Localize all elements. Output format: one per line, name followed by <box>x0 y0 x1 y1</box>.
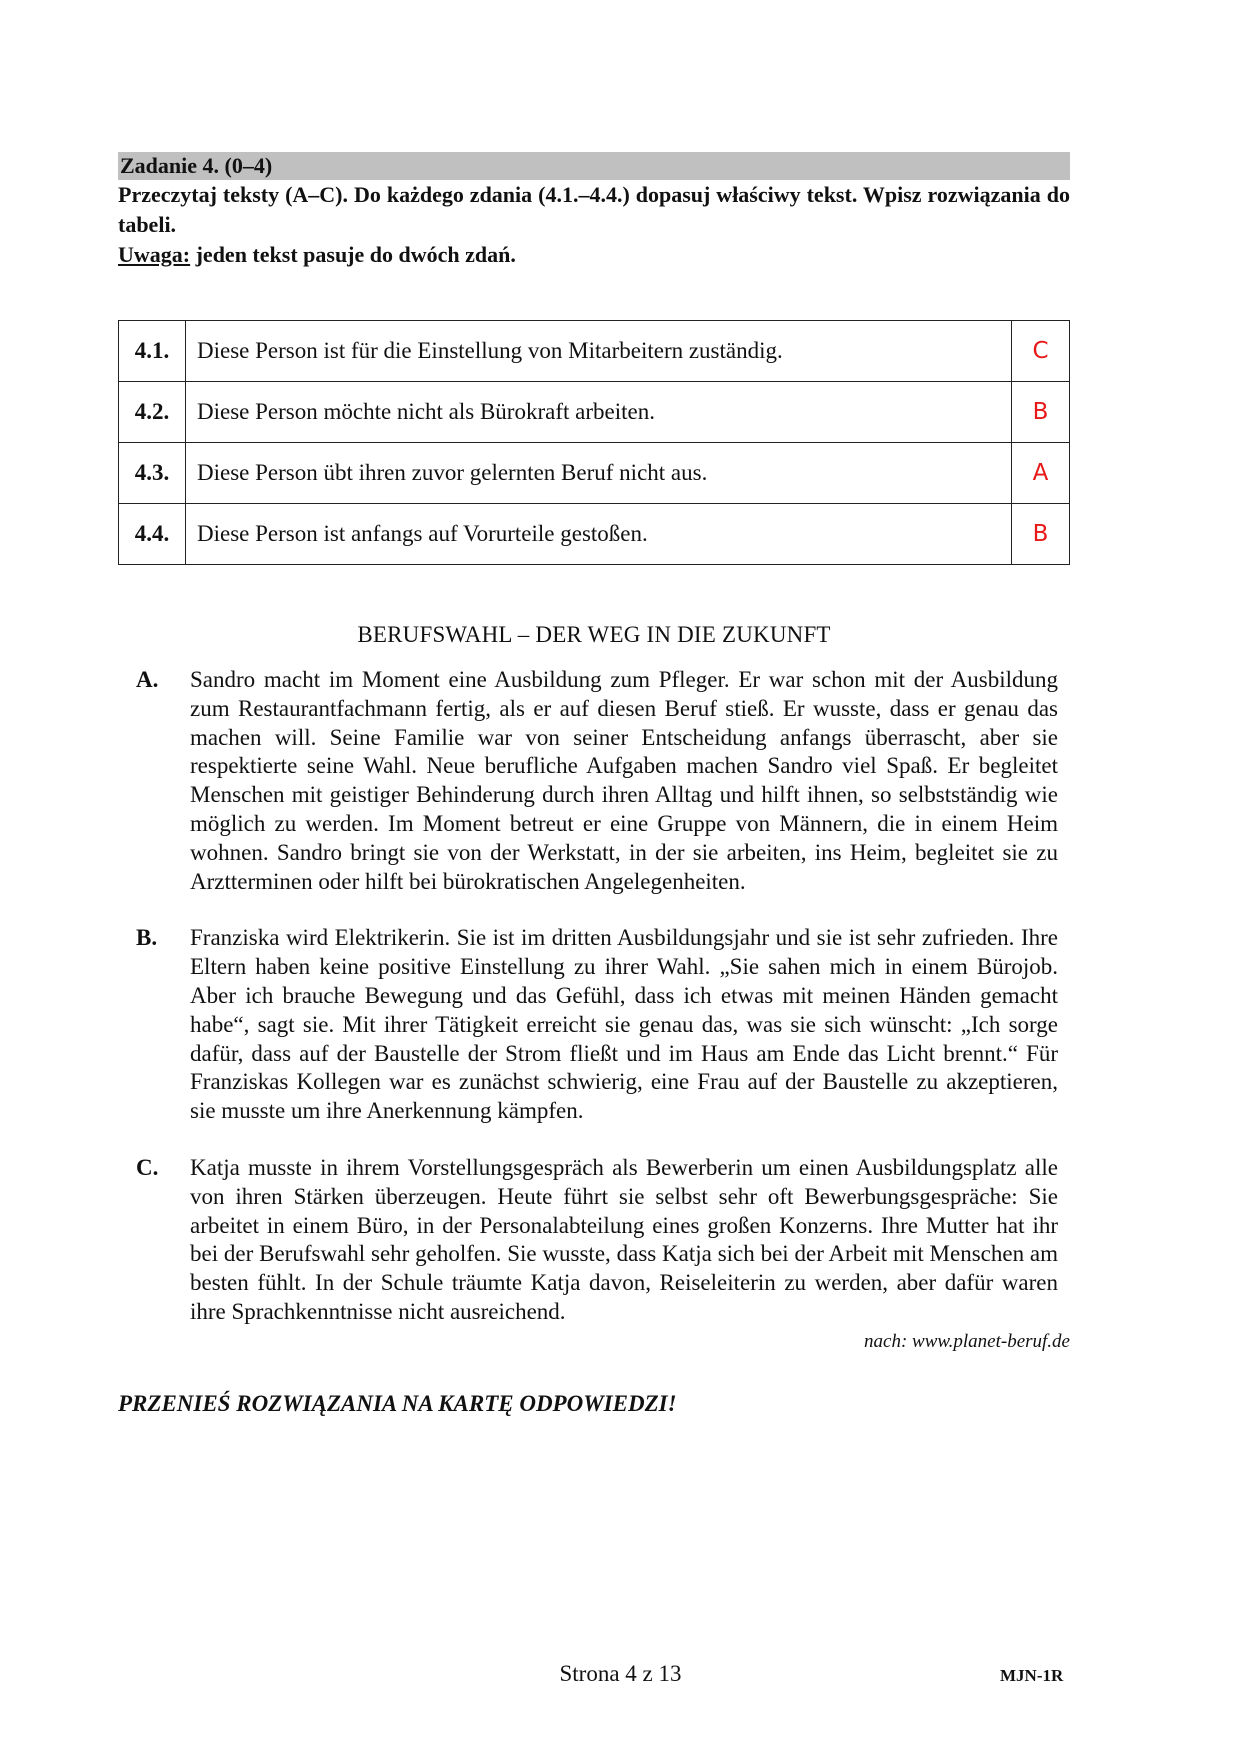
table-row <box>119 321 1070 382</box>
entry-body: Katja musste in ihrem Vorstellungsgespräch als Bewerberin um einen Ausbildungsplatz alle von ihren Stärken überzeugen. Heute führt sie selbst sehr oft Bewerbungsgespräche: Sie arbeitet in einem Büro, in der Personalabteilung eines großen Konzerns. Ihre Mutter hat ihr bei der Berufswahl sehr geholfen. Sie wusste, dass Katja sich bei der Arbeit mit Menschen am besten fühlt. In der Schule träumte Katja davon, Reiseleiterin zu werden, aber dafür waren ihre Sprachkenntnisse nicht ausreichend. <box>190 1154 1058 1324</box>
source-citation: nach: www.planet-beruf.de <box>864 1330 1070 1352</box>
statement-text: Diese Person ist anfangs auf Vorurteile gestoßen. <box>186 504 1012 565</box>
answer-table <box>118 320 1070 565</box>
answer-cell[interactable]: A <box>1012 443 1070 504</box>
text-entry-c <box>118 1154 1070 1327</box>
task-note <box>118 240 1070 270</box>
text-entry-b <box>118 924 1070 1126</box>
table-row <box>119 443 1070 504</box>
transfer-note: PRZENIEŚ ROZWIĄZANIA NA KARTĘ ODPOWIEDZI! <box>118 1390 677 1416</box>
answer-cell[interactable]: C <box>1012 321 1070 382</box>
task-header: Zadanie 4. (0–4) <box>118 152 1070 180</box>
statement-number: 4.3. <box>119 443 186 504</box>
statement-text: Diese Person übt ihren zuvor gelernten Beruf nicht aus. <box>186 443 1012 504</box>
statement-text: Diese Person ist für die Einstellung von Mitarbeitern zuständig. <box>186 321 1012 382</box>
answer-cell[interactable]: B <box>1012 382 1070 443</box>
note-text: jeden tekst pasuje do dwóch zdań. <box>190 242 516 267</box>
note-label: Uwaga: <box>118 242 191 267</box>
statement-text: Diese Person möchte nicht als Bürokraft arbeiten. <box>186 382 1012 443</box>
table-row <box>119 504 1070 565</box>
text-entry-a <box>118 666 1070 896</box>
statement-number: 4.2. <box>119 382 186 443</box>
exam-page <box>118 152 1070 1417</box>
answer-cell[interactable]: B <box>1012 504 1070 565</box>
page-number: Strona 4 z 13 <box>559 1661 682 1686</box>
entry-letter: C. <box>136 1154 159 1180</box>
article-title: BERUFSWAHL – DER WEG IN DIE ZUKUNFT <box>357 622 831 647</box>
table-row <box>119 382 1070 443</box>
statement-number: 4.1. <box>119 321 186 382</box>
exam-code: MJN-1R <box>1000 1666 1064 1685</box>
entry-body: Sandro macht im Moment eine Ausbildung zum Pfleger. Er war schon mit der Ausbildung zum Restaurantfachmann fertig, als er auf diesen Beruf stieß. Er wusste, dass er genau das machen will. Seine Familie war von seiner Entscheidung anfangs überrascht, aber sie respektierte seine Wahl. Neue berufliche Aufgaben machen Sandro viel Spaß. Er begleitet Menschen mit geistiger Behinderung durch ihren Alltag und hilft ihnen, so selbstständig wie möglich zu werden. Im Moment betreut er eine Gruppe von Männern, die in einem Heim wohnen. Sandro bringt sie von der Werkstatt, in der sie arbeiten, ins Heim, begleitet sie zu Arztterminen oder hilft bei bürokratischen Angelegenheiten. <box>190 667 1058 894</box>
task-instruction: Przeczytaj teksty (A–C). Do każdego zdania (4.1.–4.4.) dopasuj właściwy tekst. Wpisz rozwiązania do tabeli. <box>118 182 1070 237</box>
entry-letter: A. <box>136 667 159 692</box>
entry-letter: B. <box>136 925 158 951</box>
statement-number: 4.4. <box>119 504 186 565</box>
entry-body: Franziska wird Elektrikerin. Sie ist im dritten Ausbildungsjahr und sie ist sehr zufrieden. Ihre Eltern haben keine positive Einstellung zu ihrer Wahl. „Sie sahen mich in einem Bürojob. Aber ich brauche Bewegung und das Gefühl, dass ich etwas mit meinen Händen gemacht habe“, sagt sie. Mit ihrer Tätigkeit erreicht sie genau das, was sie sich wünscht: „Ich sorge dafür, dass auf der Baustelle der Strom fließt und im Haus am Ende das Licht brennt.“ Für Franziskas Kollegen war es zunächst schwierig, eine Frau auf der Baustelle zu akzeptieren, sie musste um ihre Anerkennung kämpfen. <box>190 925 1058 1124</box>
